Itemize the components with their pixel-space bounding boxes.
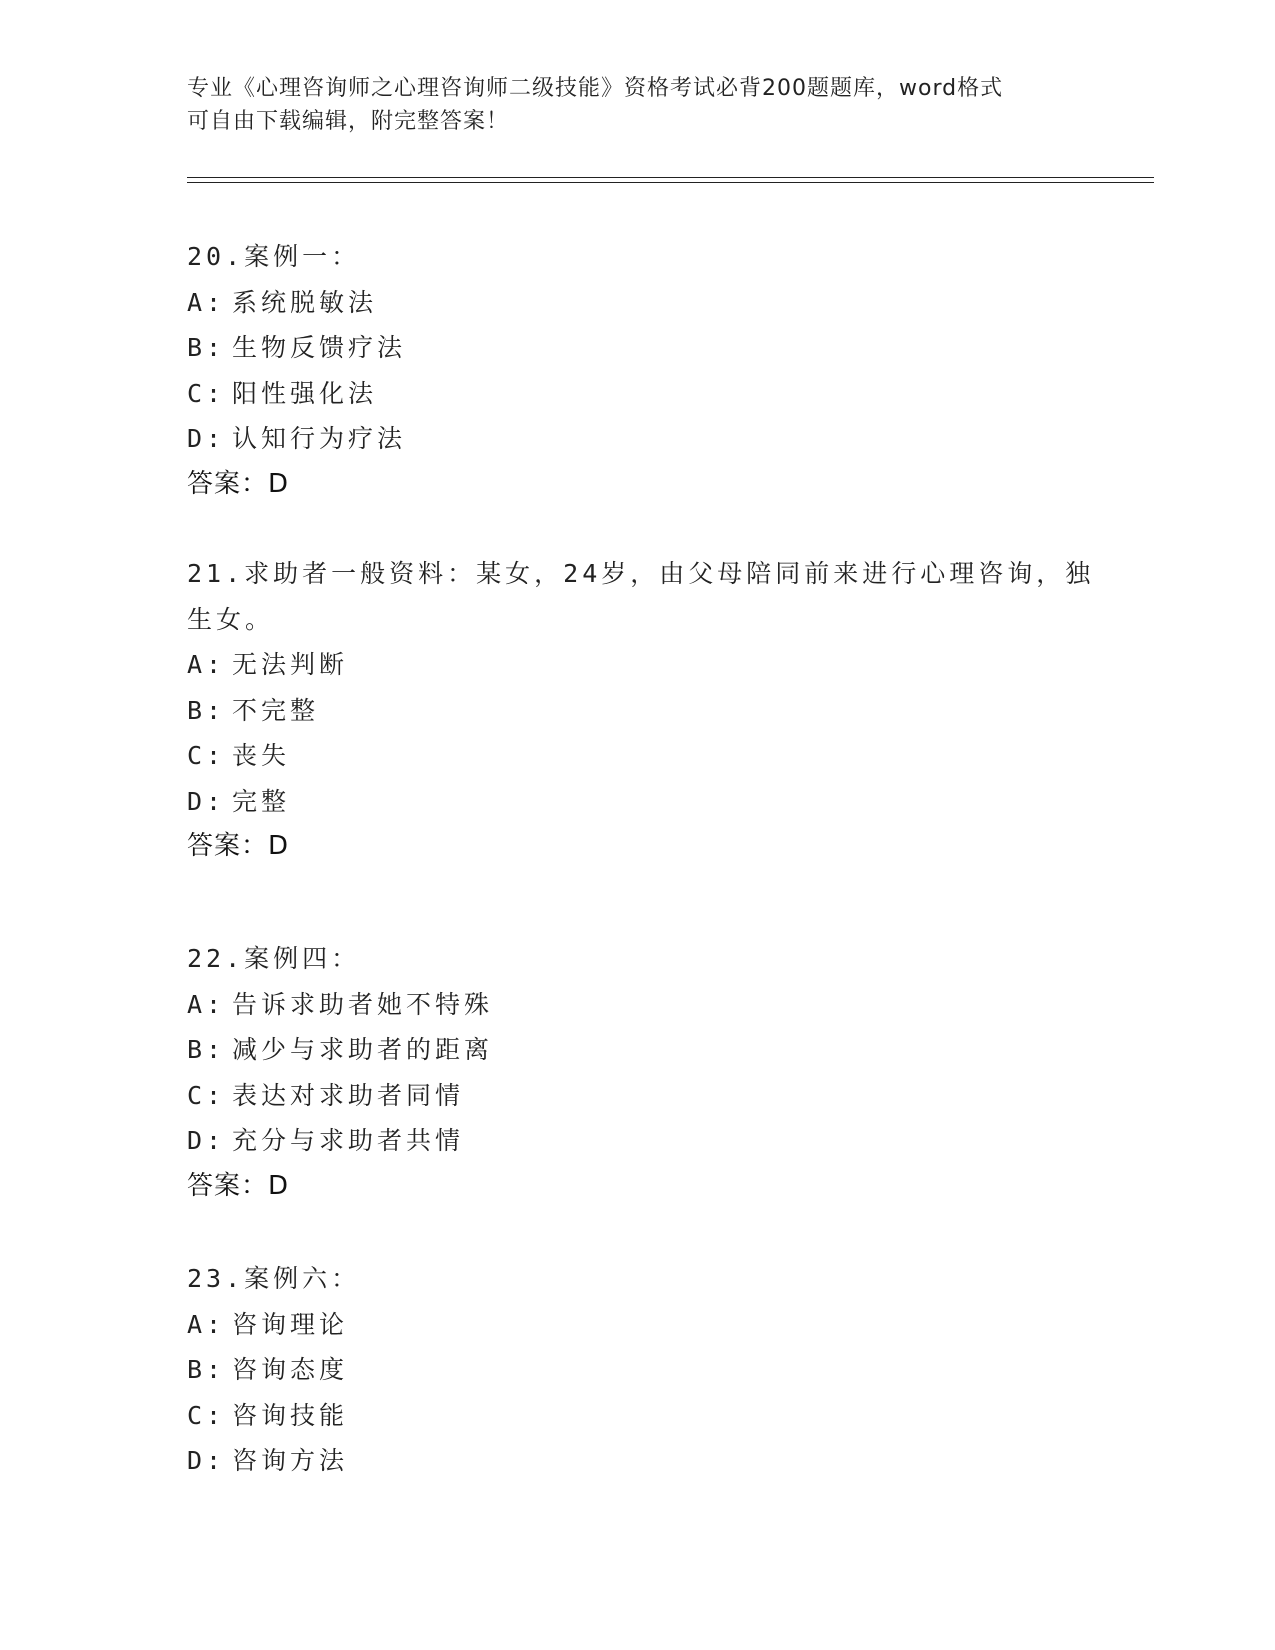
option-text: 生物反馈疗法 [232,333,407,362]
option-key: C: [187,741,226,770]
option-b [187,1027,1087,1073]
option-a [187,982,1087,1028]
option-key: A: [187,1309,226,1339]
question-20 [187,234,1087,507]
option-key: D: [187,1126,226,1155]
question-22 [187,936,1087,1209]
option-text: 减少与求助者的距离 [232,1035,494,1064]
option-c [187,371,1087,417]
header-divider-top [187,177,1154,178]
option-key: B: [187,1355,226,1384]
question-stem: 22.案例四： [187,944,361,973]
option-a [187,642,1087,688]
option-key: D: [187,786,226,816]
option-text: 咨询方法 [232,1446,349,1475]
question-stem-continued: 生女。 [187,604,275,634]
option-text: 咨询态度 [232,1355,349,1384]
question-stem: 21.求助者一般资料：某女，24岁，由父母陪同前来进行心理咨询，独 [187,559,1095,588]
option-text: 完整 [232,786,291,816]
option-text: 阳性强化法 [232,378,378,408]
option-b [187,688,1087,734]
option-text: 咨询技能 [232,1400,349,1430]
option-key: A: [187,989,226,1019]
option-text: 咨询理论 [232,1309,349,1339]
option-key: C: [187,1080,226,1110]
option-d [187,779,1087,825]
option-text: 不完整 [232,695,320,725]
question-stem: 20.案例一： [187,242,361,271]
option-key: D: [187,424,226,453]
document-header [187,72,1087,138]
answer-line: 答案：D [187,468,290,499]
option-text: 丧失 [232,741,291,770]
option-d [187,1438,1087,1484]
option-text: 充分与求助者共情 [232,1126,465,1155]
header-divider-bottom [187,182,1154,183]
option-b [187,1347,1087,1393]
option-d [187,1118,1087,1164]
option-c [187,733,1087,779]
option-key: B: [187,333,226,362]
option-d [187,416,1087,462]
option-c [187,1393,1087,1439]
option-text: 系统脱敏法 [232,287,378,317]
option-key: C: [187,1400,226,1430]
option-key: D: [187,1446,226,1475]
question-21 [187,551,1095,870]
option-text: 告诉求助者她不特殊 [232,989,494,1019]
option-c [187,1073,1087,1119]
answer-line: 答案：D [187,831,290,861]
option-b [187,325,1087,371]
header-line-1: 专业《心理咨询师之心理咨询师二级技能》资格考试必背200题题库，word格式 [187,76,1004,101]
answer-line: 答案：D [187,1170,290,1201]
option-a [187,280,1087,326]
option-text: 认知行为疗法 [232,424,407,453]
option-key: B: [187,695,226,725]
option-text: 无法判断 [232,650,349,679]
option-key: C: [187,378,226,408]
question-23 [187,1256,1087,1484]
option-key: B: [187,1035,226,1064]
option-key: A: [187,287,226,317]
question-stem: 23.案例六： [187,1264,361,1293]
option-text: 表达对求助者同情 [232,1080,465,1110]
option-key: A: [187,650,226,679]
header-line-2: 可自由下载编辑，附完整答案！ [187,109,510,134]
option-a [187,1302,1087,1348]
